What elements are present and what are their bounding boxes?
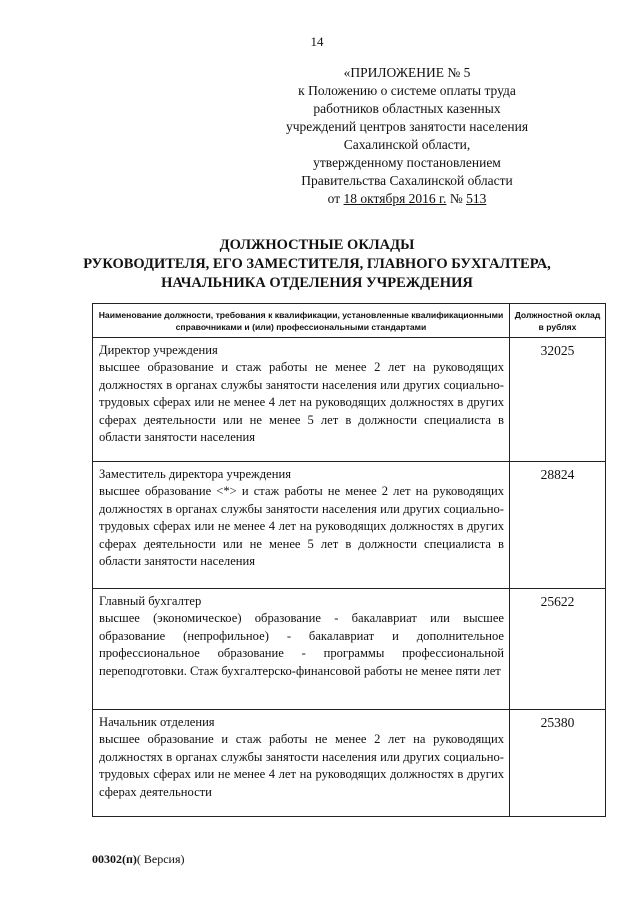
appendix-block xyxy=(242,64,572,208)
salary-value: 25380 xyxy=(510,710,606,817)
document-footer xyxy=(92,852,185,867)
appendix-line: работников областных казенных xyxy=(313,101,501,116)
page-number: 14 xyxy=(310,34,324,49)
table-row xyxy=(93,710,606,817)
salary-value: 28824 xyxy=(510,462,606,589)
position-cell xyxy=(93,710,510,817)
document-title xyxy=(0,236,634,293)
title-line: ДОЛЖНОСТНЫЕ ОКЛАДЫ xyxy=(219,237,415,253)
position-title: Директор учреждения xyxy=(99,343,218,357)
appendix-line: к Положению о системе оплаты труда xyxy=(298,83,516,98)
number-prefix: № xyxy=(446,191,467,206)
position-requirements: высшее образование и стаж работы не менее 2 лет на руководящих должностях в органах службы занятости населения или других социально-трудовых сферах или не менее 4 лет на руководящих должностях в других сферах деятельности или не менее 5 лет в должности специалиста в области занятости населения xyxy=(99,360,504,445)
date-prefix: от xyxy=(327,191,344,206)
resolution-number: 513 xyxy=(466,191,487,206)
document-code: 00302(п) xyxy=(92,852,137,866)
position-title: Начальник отделения xyxy=(99,715,215,729)
position-requirements: высшее образование <*> и стаж работы не менее 2 лет на руководящих должностях в органах службы занятости населения или других социально-трудовых сферах или не менее 4 лет на руководящих должностях в других сферах деятельности или не менее 5 лет в должности специалиста в области занятости населения xyxy=(99,484,504,569)
appendix-line: «ПРИЛОЖЕНИЕ № 5 xyxy=(343,65,471,80)
title-line: РУКОВОДИТЕЛЯ, ЕГО ЗАМЕСТИТЕЛЯ, ГЛАВНОГО БУХГАЛТЕРА, xyxy=(83,256,551,272)
header-salary: Должностной оклад в рублях xyxy=(510,304,606,338)
document-version: ( Версия) xyxy=(136,852,185,866)
table-row xyxy=(93,462,606,589)
position-requirements: высшее (экономическое) образование - бакалавриат или высшее образование (непрофильное) - бакалавриат и дополнительное профессиональное образование - программы профессиональной переподготовки. Стаж бухгалтерско-финансовой работы не менее пяти лет xyxy=(99,611,504,678)
title-line: НАЧАЛЬНИКА ОТДЕЛЕНИЯ УЧРЕЖДЕНИЯ xyxy=(161,275,473,291)
table-row xyxy=(93,338,606,462)
position-cell xyxy=(93,462,510,589)
salary-value: 25622 xyxy=(510,589,606,710)
appendix-date-line xyxy=(242,190,572,208)
appendix-line: Правительства Сахалинской области xyxy=(301,173,513,188)
table-row xyxy=(93,589,606,710)
position-requirements: высшее образование и стаж работы не менее 2 лет на руководящих должностях в органах службы занятости населения или других социально-трудовых сферах или не менее 4 лет на руководящих должностях в других сферах деятельности xyxy=(99,732,504,799)
position-title: Главный бухгалтер xyxy=(99,594,202,608)
appendix-line: утвержденному постановлением xyxy=(313,155,501,170)
salary-value: 32025 xyxy=(510,338,606,462)
position-title: Заместитель директора учреждения xyxy=(99,467,292,481)
position-cell xyxy=(93,589,510,710)
resolution-date: 18 октября 2016 г. xyxy=(343,191,447,206)
salary-table xyxy=(92,303,606,817)
table-header-row xyxy=(93,304,606,338)
appendix-line: Сахалинской области, xyxy=(343,137,471,152)
header-position: Наименование должности, требования к квалификации, установленные квалификационными справочниками и (или) профессиональными стандартами xyxy=(93,304,510,338)
appendix-line: учреждений центров занятости населения xyxy=(285,119,529,134)
position-cell xyxy=(93,338,510,462)
